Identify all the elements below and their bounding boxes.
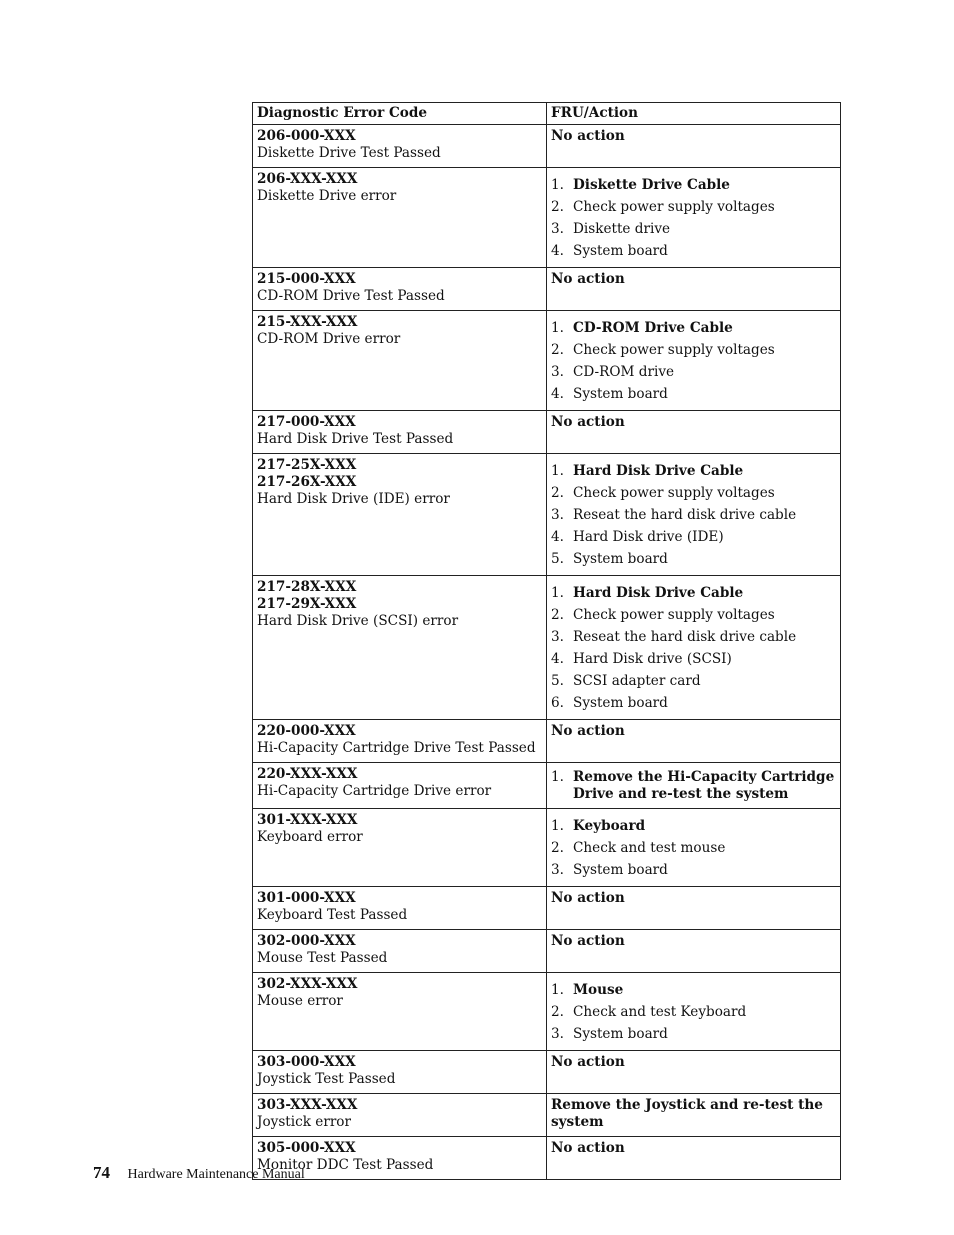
fru-action-cell	[547, 268, 841, 311]
table-row	[253, 168, 841, 268]
step-number: 1.	[551, 818, 564, 834]
error-code: 220-000-XXX	[257, 723, 356, 739]
error-code: 220-XXX-XXX	[257, 766, 358, 782]
error-code: 217-26X-XXX	[257, 474, 357, 490]
step-number: 4.	[551, 529, 564, 545]
fru-action-cell	[547, 125, 841, 168]
table-row	[253, 1051, 841, 1094]
error-description: Joystick error	[257, 1114, 351, 1130]
error-code: 217-28X-XXX	[257, 579, 357, 595]
step-text: Check power supply voltages	[573, 342, 775, 358]
table-row	[253, 1094, 841, 1137]
table-row	[253, 887, 841, 930]
table-row	[253, 576, 841, 720]
error-description: Joystick Test Passed	[257, 1071, 396, 1087]
error-code: 302-XXX-XXX	[257, 976, 358, 992]
step-number: 3.	[551, 629, 564, 645]
error-code-cell	[253, 720, 547, 763]
step-text: Diskette drive	[573, 221, 671, 237]
action-steps-list	[551, 766, 836, 803]
error-code-cell	[253, 411, 547, 454]
error-code-cell	[253, 168, 547, 268]
error-code: 217-25X-XXX	[257, 457, 357, 473]
step-number: 2.	[551, 342, 564, 358]
page-number: 74	[93, 1163, 110, 1182]
error-code: 303-000-XXX	[257, 1054, 356, 1070]
action-step	[551, 979, 836, 1001]
action-text: No action	[551, 933, 625, 949]
action-step	[551, 626, 836, 648]
action-step	[551, 383, 836, 405]
action-step	[551, 769, 836, 803]
error-code-cell	[253, 125, 547, 168]
step-number: 2.	[551, 607, 564, 623]
step-text: Hard Disk Drive Cable	[573, 585, 744, 601]
step-number: 6.	[551, 695, 564, 711]
table-row	[253, 268, 841, 311]
action-text: No action	[551, 414, 625, 430]
step-number: 4.	[551, 243, 564, 259]
error-code: 302-000-XXX	[257, 933, 356, 949]
table-row	[253, 125, 841, 168]
step-text: System board	[573, 551, 668, 567]
step-text: Check power supply voltages	[573, 199, 775, 215]
table-body	[253, 125, 841, 1180]
action-step	[551, 815, 836, 837]
step-number: 3.	[551, 364, 564, 380]
table-header-row	[253, 103, 841, 125]
step-number: 3.	[551, 507, 564, 523]
action-step	[551, 548, 836, 570]
fru-action-cell	[547, 311, 841, 411]
action-step	[551, 218, 836, 240]
action-step	[551, 196, 836, 218]
error-description: Mouse Test Passed	[257, 950, 388, 966]
error-description: Hi-Capacity Cartridge Drive error	[257, 783, 492, 799]
error-code-cell	[253, 973, 547, 1051]
error-description: Hard Disk Drive (IDE) error	[257, 491, 450, 507]
error-code: 303-XXX-XXX	[257, 1097, 358, 1113]
fru-action-cell	[547, 930, 841, 973]
step-text: Hard Disk drive (IDE)	[573, 529, 724, 545]
step-text: System board	[573, 1026, 668, 1042]
error-code: 215-XXX-XXX	[257, 314, 358, 330]
fru-action-cell	[547, 720, 841, 763]
step-text: System board	[573, 243, 668, 259]
step-number: 1.	[551, 463, 564, 479]
error-description: CD-ROM Drive Test Passed	[257, 288, 445, 304]
step-number: 1.	[551, 585, 564, 601]
action-text: No action	[551, 723, 625, 739]
step-text: Check and test mouse	[573, 840, 726, 856]
column-header-fru-action: FRU/Action	[547, 103, 841, 125]
action-step	[551, 504, 836, 526]
action-step	[551, 648, 836, 670]
fru-action-cell	[547, 576, 841, 720]
column-header-error-code: Diagnostic Error Code	[253, 103, 547, 125]
table-row	[253, 973, 841, 1051]
step-text: CD-ROM drive	[573, 364, 675, 380]
action-step	[551, 339, 836, 361]
error-description: Keyboard error	[257, 829, 363, 845]
fru-action-cell	[547, 809, 841, 887]
manual-title: Hardware Maintenance Manual	[127, 1167, 305, 1182]
fru-action-cell	[547, 763, 841, 809]
error-code-cell	[253, 576, 547, 720]
action-text: No action	[551, 128, 625, 144]
error-code: 206-XXX-XXX	[257, 171, 358, 187]
step-text: Mouse	[573, 982, 624, 998]
error-description: Diskette Drive Test Passed	[257, 145, 441, 161]
step-number: 1.	[551, 982, 564, 998]
error-code-cell	[253, 1051, 547, 1094]
action-step	[551, 692, 836, 714]
action-steps-list	[551, 976, 836, 1045]
step-text: Check power supply voltages	[573, 607, 775, 623]
step-text: Diskette Drive Cable	[573, 177, 730, 193]
fru-action-cell	[547, 454, 841, 576]
error-code-cell	[253, 268, 547, 311]
step-number: 3.	[551, 862, 564, 878]
error-code: 217-29X-XXX	[257, 596, 357, 612]
action-text: No action	[551, 1054, 625, 1070]
action-steps-list	[551, 579, 836, 714]
action-step	[551, 1023, 836, 1045]
fru-action-cell	[547, 1094, 841, 1137]
action-steps-list	[551, 812, 836, 881]
fru-action-cell	[547, 973, 841, 1051]
step-text: Reseat the hard disk drive cable	[573, 629, 797, 645]
action-step	[551, 859, 836, 881]
step-number: 5.	[551, 673, 564, 689]
action-text: No action	[551, 890, 625, 906]
fru-action-cell	[547, 887, 841, 930]
step-text: Reseat the hard disk drive cable	[573, 507, 797, 523]
error-code: 305-000-XXX	[257, 1140, 356, 1156]
error-code-cell	[253, 1094, 547, 1137]
step-number: 2.	[551, 1004, 564, 1020]
step-number: 4.	[551, 651, 564, 667]
action-step	[551, 174, 836, 196]
step-text: CD-ROM Drive Cable	[573, 320, 733, 336]
error-code: 301-XXX-XXX	[257, 812, 358, 828]
error-description: Mouse error	[257, 993, 343, 1009]
action-steps-list	[551, 457, 836, 570]
error-code: 217-000-XXX	[257, 414, 356, 430]
action-step	[551, 604, 836, 626]
step-number: 3.	[551, 221, 564, 237]
error-code-cell	[253, 763, 547, 809]
step-text: System board	[573, 386, 668, 402]
action-step	[551, 526, 836, 548]
step-text: Hard Disk Drive Cable	[573, 463, 744, 479]
action-step	[551, 1001, 836, 1023]
fru-action-cell	[547, 1137, 841, 1180]
error-code-cell	[253, 930, 547, 973]
error-description: Keyboard Test Passed	[257, 907, 408, 923]
step-number: 3.	[551, 1026, 564, 1042]
step-text: System board	[573, 695, 668, 711]
step-text: Check and test Keyboard	[573, 1004, 747, 1020]
step-number: 2.	[551, 840, 564, 856]
error-description: Hard Disk Drive Test Passed	[257, 431, 454, 447]
fru-action-cell	[547, 168, 841, 268]
step-text: Keyboard	[573, 818, 646, 834]
error-description: Hard Disk Drive (SCSI) error	[257, 613, 459, 629]
error-code: 301-000-XXX	[257, 890, 356, 906]
action-step	[551, 317, 836, 339]
table-row	[253, 311, 841, 411]
step-text: Check power supply voltages	[573, 485, 775, 501]
fru-action-cell	[547, 1051, 841, 1094]
action-text: Remove the Joystick and re-test the system	[551, 1097, 823, 1130]
action-steps-list	[551, 314, 836, 405]
action-step	[551, 670, 836, 692]
error-description: CD-ROM Drive error	[257, 331, 401, 347]
step-text: Hard Disk drive (SCSI)	[573, 651, 732, 667]
action-step	[551, 582, 836, 604]
error-code-cell	[253, 887, 547, 930]
error-code-cell	[253, 809, 547, 887]
error-code-cell	[253, 311, 547, 411]
page-footer	[93, 1163, 305, 1183]
error-description: Monitor DDC Test Passed	[257, 1157, 434, 1173]
step-text: Remove the Hi-Capacity Cartridge Drive and re-test the system	[573, 769, 835, 802]
action-step	[551, 240, 836, 262]
error-code: 215-000-XXX	[257, 271, 356, 287]
step-number: 4.	[551, 386, 564, 402]
step-text: System board	[573, 862, 668, 878]
step-number: 1.	[551, 177, 564, 193]
fru-action-cell	[547, 411, 841, 454]
step-number: 1.	[551, 320, 564, 336]
table-row	[253, 411, 841, 454]
error-code: 206-000-XXX	[257, 128, 356, 144]
action-steps-list	[551, 171, 836, 262]
step-number: 5.	[551, 551, 564, 567]
action-step	[551, 460, 836, 482]
table-row	[253, 763, 841, 809]
error-description: Diskette Drive error	[257, 188, 397, 204]
table-row	[253, 720, 841, 763]
diagnostic-error-table	[252, 102, 841, 1180]
table-row	[253, 1137, 841, 1180]
action-step	[551, 482, 836, 504]
error-code-cell	[253, 454, 547, 576]
table-row	[253, 454, 841, 576]
error-description: Hi-Capacity Cartridge Drive Test Passed	[257, 740, 536, 756]
action-text: No action	[551, 1140, 625, 1156]
table-row	[253, 809, 841, 887]
action-step	[551, 361, 836, 383]
step-number: 2.	[551, 485, 564, 501]
action-text: No action	[551, 271, 625, 287]
step-number: 1.	[551, 769, 564, 785]
step-number: 2.	[551, 199, 564, 215]
step-text: SCSI adapter card	[573, 673, 701, 689]
table-row	[253, 930, 841, 973]
action-step	[551, 837, 836, 859]
